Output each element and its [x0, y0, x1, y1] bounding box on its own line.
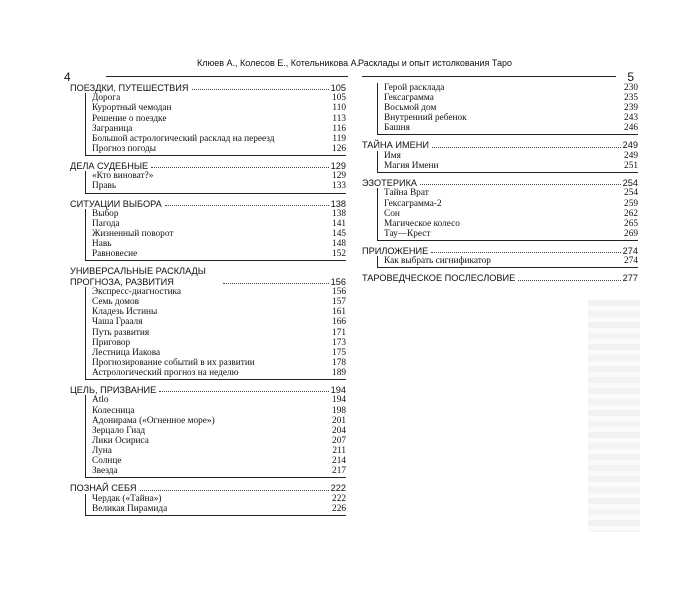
- entry-title: Приговор: [92, 337, 131, 348]
- toc-entry: [92, 124, 346, 134]
- toc-entry: [92, 144, 346, 154]
- entry-page-number: 133: [332, 181, 346, 192]
- toc-entry: [384, 199, 638, 209]
- toc-entry: [384, 83, 638, 93]
- entry-title: Внутренний ребенок: [384, 113, 467, 124]
- toc-section: [70, 266, 346, 380]
- entry-page-number: 214: [332, 456, 346, 466]
- entry-page-number: 166: [332, 317, 346, 328]
- toc-entry: [92, 239, 346, 249]
- dot-leader: [140, 490, 329, 491]
- toc-section: [70, 161, 346, 194]
- entry-page-number: 157: [332, 297, 346, 308]
- section-heading: [70, 266, 346, 287]
- toc-left: [70, 83, 346, 521]
- section-title: ДЕЛА СУДЕБНЫЕ: [70, 160, 149, 171]
- entry-page-number: 207: [332, 435, 346, 446]
- entry-title: Имя: [384, 150, 401, 161]
- toc-entry: [92, 229, 346, 239]
- entry-page-number: 105: [332, 93, 346, 104]
- section-page-number: 194: [330, 385, 346, 396]
- toc-right: [362, 83, 638, 289]
- section-entries: [85, 395, 346, 478]
- toc-section: [362, 246, 638, 268]
- section-heading: [362, 140, 638, 150]
- entry-page-number: 129: [332, 171, 346, 182]
- entry-page-number: 148: [332, 239, 346, 250]
- entry-page-number: 222: [332, 493, 346, 504]
- dot-leader: [159, 391, 328, 392]
- toc-entry: [92, 426, 346, 436]
- toc-entry: [92, 249, 346, 259]
- toc-entry: [92, 368, 346, 378]
- section-title: ТАЙНА ИМЕНИ: [362, 140, 429, 151]
- dot-leader: [432, 147, 621, 148]
- dot-leader: [518, 280, 620, 281]
- toc-entry: [384, 229, 638, 239]
- entry-page-number: 201: [332, 415, 346, 426]
- entry-title: Магия Имени: [384, 160, 439, 171]
- header-rule-left: [106, 76, 348, 77]
- entry-title: Чаша Грааля: [92, 317, 143, 328]
- section-page-number: 156: [330, 276, 346, 287]
- section-page-number: 254: [622, 178, 638, 189]
- section-heading: [70, 483, 346, 493]
- entry-title: Экспресс-диагностика: [92, 287, 182, 298]
- section-entries: [85, 171, 346, 193]
- entry-page-number: 211: [332, 445, 346, 456]
- section-title: ТАРОВЕДЧЕСКОЕ ПОСЛЕСЛОВИЕ: [362, 273, 516, 284]
- section-heading: [70, 385, 346, 395]
- toc-entry: [384, 103, 638, 113]
- running-header-left: Клюев А., Колесов Е., Котельникова А.: [197, 58, 360, 68]
- dot-leader: [420, 184, 621, 185]
- toc-section: [362, 178, 638, 241]
- entry-title: Магическое колесо: [384, 218, 460, 229]
- entry-title: Сон: [384, 208, 400, 219]
- section-heading: [70, 199, 346, 209]
- entry-title: Atlo: [92, 395, 109, 406]
- section-title: ПОЗНАЙ СЕБЯ: [70, 483, 137, 494]
- entry-page-number: 254: [624, 188, 638, 199]
- entry-title: Звезда: [92, 466, 118, 477]
- dot-leader: [151, 167, 329, 168]
- section-title: УНИВЕРСАЛЬНЫЕ РАСКЛАДЫ ПРОГНОЗА, РАЗВИТИЯ: [70, 266, 206, 287]
- section-title: СИТУАЦИИ ВЫБОРА: [70, 198, 162, 209]
- toc-entry: [92, 209, 346, 219]
- toc-entry: [384, 256, 638, 266]
- section-heading: [70, 161, 346, 171]
- entry-title: Заграница: [92, 123, 133, 134]
- header-rule-right: [362, 76, 616, 77]
- entry-page-number: 116: [332, 123, 346, 134]
- section-page-number: 277: [622, 273, 638, 284]
- entry-page-number: 226: [332, 503, 346, 514]
- entry-page-number: 235: [624, 93, 638, 104]
- entry-title: Дорога: [92, 93, 121, 104]
- entry-title: Лестница Иакова: [92, 347, 161, 358]
- entry-title: «Кто виноват?»: [92, 171, 154, 182]
- entry-page-number: 198: [332, 405, 346, 416]
- toc-entry: [92, 307, 346, 317]
- entry-title: Астрологический прогноз на неделю: [92, 367, 239, 378]
- entry-title: Прогнозирование событий в их развитии: [92, 357, 255, 368]
- toc-entry: [92, 338, 346, 348]
- entry-page-number: 239: [624, 103, 638, 114]
- toc-section: [70, 483, 346, 516]
- entry-page-number: 189: [332, 367, 346, 378]
- entry-title: Кладезь Истины: [92, 307, 158, 318]
- toc-section: [362, 140, 638, 173]
- entry-title: Прогноз погоды: [92, 143, 157, 154]
- section-entries: [377, 256, 638, 268]
- dot-leader: [223, 283, 329, 284]
- entry-page-number: 259: [624, 198, 638, 209]
- entry-title: Решение о поездке: [92, 113, 167, 124]
- section-page-number: 138: [330, 198, 346, 209]
- entry-page-number: 175: [332, 347, 346, 358]
- toc-entry: [92, 358, 346, 368]
- entry-title: Семь домов: [92, 297, 140, 308]
- right-page: [358, 58, 638, 520]
- entry-title: Чердак («Тайна»): [92, 493, 162, 504]
- section-page-number: 249: [622, 140, 638, 151]
- section-page-number: 129: [330, 160, 346, 171]
- toc-entry: [92, 494, 346, 504]
- entry-title: Адонирама («Огненное море»): [92, 415, 215, 426]
- entry-title: Луна: [92, 445, 112, 456]
- entry-page-number: 173: [332, 337, 346, 348]
- entry-page-number: 178: [332, 357, 346, 368]
- section-entries: [377, 188, 638, 240]
- entry-title: Курортный чемодан: [92, 103, 172, 114]
- entry-page-number: 265: [624, 218, 638, 229]
- section-entries: [85, 209, 346, 261]
- page-number-right: 5: [627, 70, 634, 84]
- toc-entry: [92, 328, 346, 338]
- toc-entry: [92, 297, 346, 307]
- section-title: ЭЗОТЕРИКА: [362, 178, 418, 189]
- section-entries: [85, 93, 346, 156]
- entry-title: Башня: [384, 123, 410, 134]
- entry-title: Колесница: [92, 405, 135, 416]
- dot-leader: [431, 252, 620, 253]
- entry-title: Пагода: [92, 219, 120, 230]
- entry-page-number: 249: [624, 150, 638, 161]
- section-entries: [85, 287, 346, 380]
- entry-title: Навь: [92, 239, 112, 250]
- entry-page-number: 251: [624, 160, 638, 171]
- entry-title: Лики Осириса: [92, 435, 149, 446]
- toc-entry: [384, 188, 638, 198]
- toc-section: [70, 385, 346, 478]
- toc-entry: [384, 151, 638, 161]
- entry-page-number: 274: [624, 256, 638, 267]
- toc-entry: [384, 93, 638, 103]
- entry-page-number: 262: [624, 208, 638, 219]
- toc-section: [70, 83, 346, 156]
- toc-entry: [92, 181, 346, 191]
- entry-page-number: 113: [332, 113, 346, 124]
- entry-title: Великая Пирамида: [92, 503, 168, 514]
- toc-entry: [92, 348, 346, 358]
- toc-entry: [92, 317, 346, 327]
- section-entries: [377, 83, 638, 135]
- entry-title: Выбор: [92, 208, 119, 219]
- entry-page-number: 138: [332, 208, 346, 219]
- section-title: ЦЕЛЬ, ПРИЗВАНИЕ: [70, 385, 157, 396]
- entry-page-number: 126: [332, 143, 346, 154]
- entry-page-number: 141: [332, 219, 346, 230]
- toc-entry: [92, 134, 346, 144]
- section-title: ПОЕЗДКИ, ПУТЕШЕСТВИЯ: [70, 82, 189, 93]
- section-heading: [362, 246, 638, 256]
- entry-page-number: 243: [624, 113, 638, 124]
- toc-entry: [92, 103, 346, 113]
- entry-page-number: 145: [332, 229, 346, 240]
- entry-title: Тайна Врат: [384, 188, 429, 199]
- left-page: [64, 58, 360, 520]
- toc-entry: [92, 287, 346, 297]
- section-heading: [362, 273, 638, 283]
- entry-title: Гексаграмма: [384, 93, 434, 104]
- toc-entry: [92, 456, 346, 466]
- section-page-number: 105: [330, 82, 346, 93]
- toc-entry: [92, 219, 346, 229]
- entry-page-number: 171: [332, 327, 346, 338]
- entry-page-number: 269: [624, 228, 638, 239]
- entry-page-number: 156: [332, 287, 346, 298]
- toc-entry: [384, 219, 638, 229]
- section-heading: [362, 178, 638, 188]
- section-entries: [85, 494, 346, 516]
- section-page-number: 222: [330, 483, 346, 494]
- entry-title: Путь развития: [92, 327, 150, 338]
- entry-page-number: 110: [332, 103, 346, 114]
- entry-page-number: 161: [332, 307, 346, 318]
- toc-entry: [92, 504, 346, 514]
- entry-title: Тау—Крест: [384, 228, 431, 239]
- entry-page-number: 119: [332, 133, 346, 144]
- entry-page-number: 204: [332, 425, 346, 436]
- toc-section: [362, 83, 638, 135]
- toc-entry: [92, 406, 346, 416]
- entry-title: Зерцало Гиад: [92, 425, 146, 436]
- entry-title: Герой расклада: [384, 83, 445, 93]
- entry-title: Солнце: [92, 456, 122, 466]
- entry-page-number: 152: [332, 249, 346, 260]
- entry-page-number: 246: [624, 123, 638, 134]
- toc-entry: [92, 395, 346, 405]
- toc-entry: [384, 113, 638, 123]
- entry-title: Жизненный поворот: [92, 229, 174, 240]
- entry-page-number: 217: [332, 466, 346, 477]
- section-entries: [377, 151, 638, 173]
- entry-title: Как выбрать сигнификатор: [384, 256, 491, 267]
- toc-entry: [92, 436, 346, 446]
- toc-entry: [92, 446, 346, 456]
- toc-entry: [384, 209, 638, 219]
- toc-entry: [92, 93, 346, 103]
- entry-title: Большой астрологический расклад на переезд: [92, 133, 275, 144]
- toc-section: [362, 273, 638, 283]
- entry-title: Восьмой дом: [384, 103, 437, 114]
- section-page-number: 274: [622, 245, 638, 256]
- entry-page-number: 230: [624, 83, 638, 93]
- toc-entry: [92, 416, 346, 426]
- running-header-right: Расклады и опыт истолкования Таро: [358, 58, 513, 68]
- section-title: ПРИЛОЖЕНИЕ: [362, 245, 429, 256]
- section-heading: [70, 83, 346, 93]
- entry-title: Равновесие: [92, 249, 138, 260]
- entry-page-number: 194: [332, 395, 346, 406]
- toc-entry: [92, 171, 346, 181]
- toc-entry: [92, 114, 346, 124]
- dot-leader: [192, 89, 329, 90]
- toc-entry: [384, 123, 638, 133]
- toc-section: [70, 199, 346, 262]
- page-number-left: 4: [64, 70, 71, 84]
- toc-entry: [384, 161, 638, 171]
- entry-title: Гексаграмма-2: [384, 198, 442, 209]
- dot-leader: [165, 205, 329, 206]
- toc-entry: [92, 466, 346, 476]
- entry-title: Правь: [92, 181, 117, 192]
